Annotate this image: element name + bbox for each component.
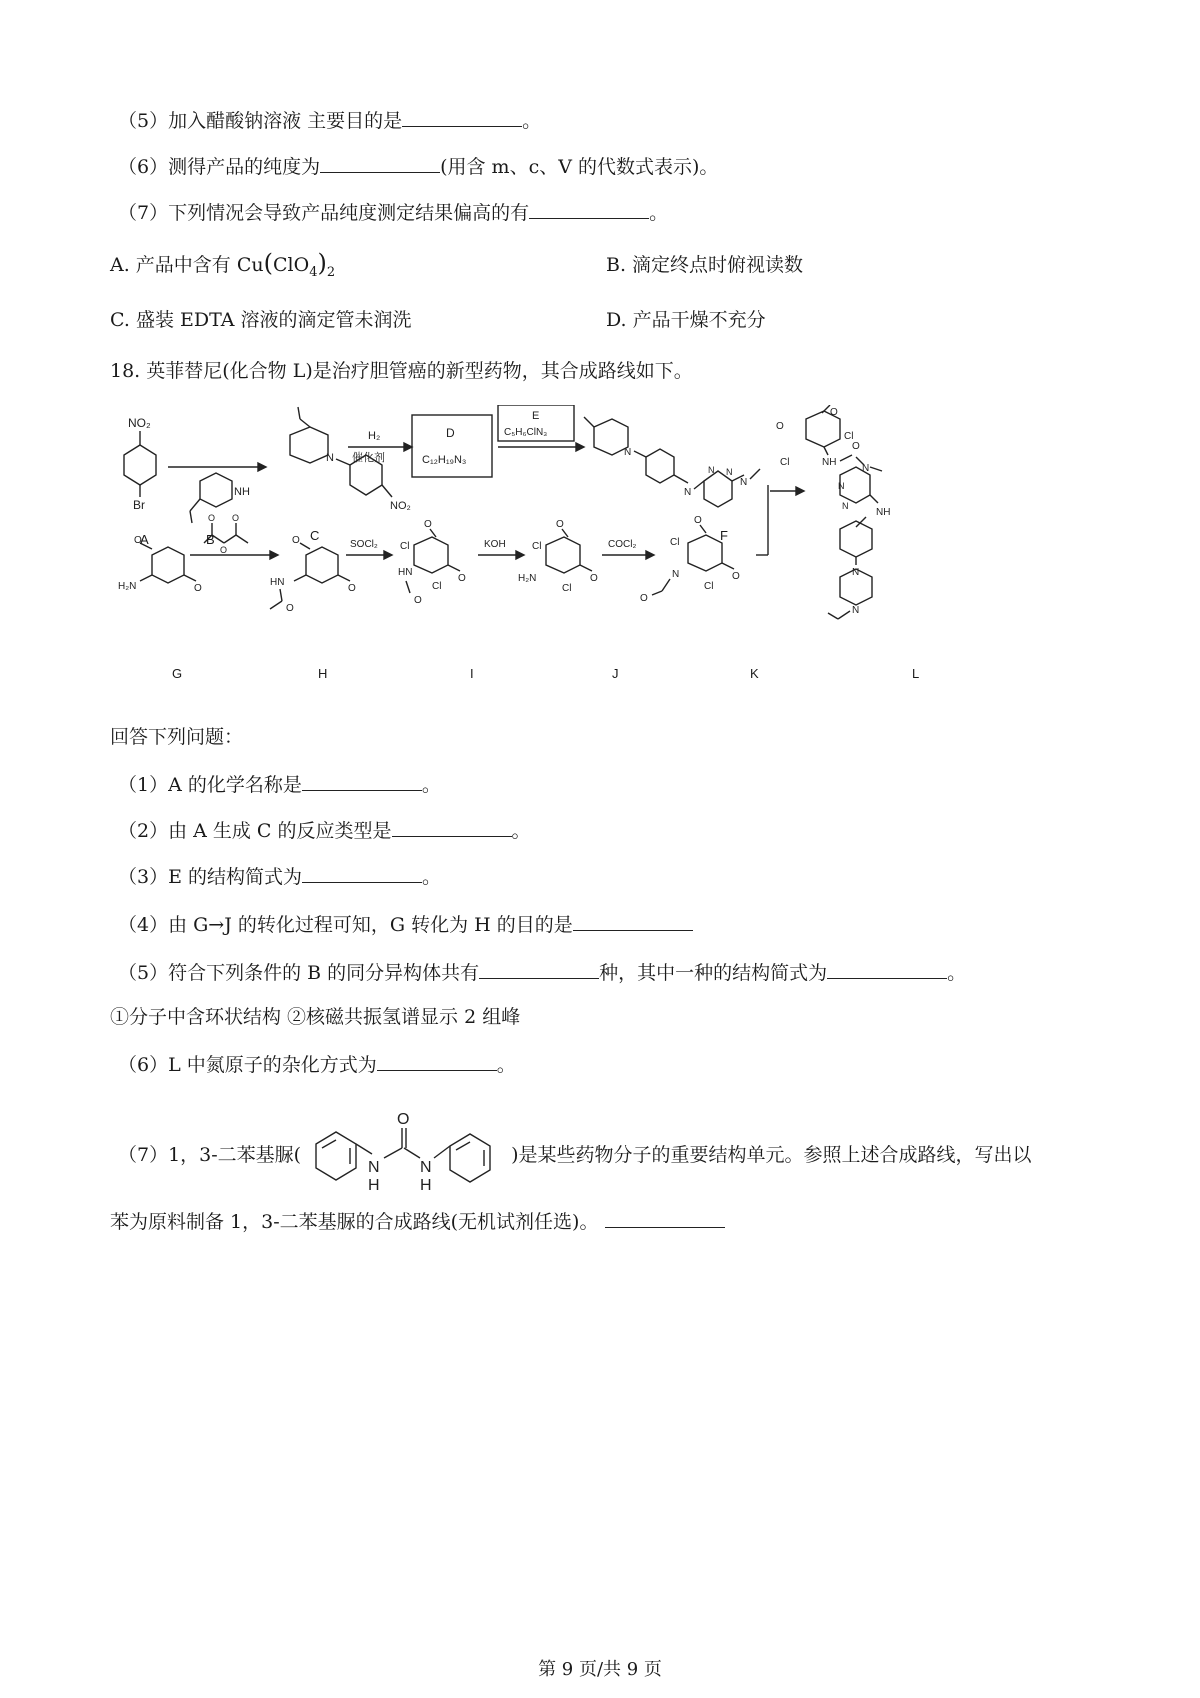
svg-text:NH: NH (822, 457, 837, 468)
question-17-7: （7）下列情况会导致产品纯度测定结果偏高的有 。 (118, 198, 668, 226)
svg-text:O: O (694, 515, 702, 526)
svg-text:Cl: Cl (670, 537, 680, 548)
svg-text:O: O (232, 513, 240, 523)
svg-text:H₂N: H₂N (518, 573, 537, 584)
svg-text:催化剂: 催化剂 (352, 452, 385, 464)
svg-text:O: O (208, 513, 216, 523)
svg-text:NO₂: NO₂ (390, 500, 411, 512)
svg-text:N: N (672, 569, 680, 580)
svg-text:NO₂: NO₂ (128, 416, 151, 430)
label-h: H (318, 666, 328, 681)
compound-a-structure (124, 416, 156, 512)
question-18-3: （3）E 的结构简式为 。 (118, 862, 441, 890)
svg-text:N: N (326, 452, 334, 464)
svg-text:Cl: Cl (844, 431, 854, 442)
label-k: K (750, 666, 759, 681)
label-c: C (310, 528, 320, 543)
compound-i-structure (398, 519, 466, 606)
question-18-2: （2）由 A 生成 C 的反应类型是 。 (118, 816, 531, 844)
svg-text:Br: Br (133, 498, 145, 512)
answer-blank[interactable] (605, 1207, 725, 1228)
answer-blank[interactable] (529, 198, 649, 219)
compound-l-structure (776, 405, 890, 619)
svg-text:O: O (414, 595, 422, 606)
svg-text:N: N (624, 447, 632, 458)
answer-intro: 回答下列问题： (110, 726, 244, 748)
answer-blank[interactable] (320, 152, 440, 173)
svg-text:N: N (852, 567, 860, 578)
svg-text:C₅H₆ClN₃: C₅H₆ClN₃ (504, 427, 548, 438)
svg-text:N: N (862, 463, 870, 474)
svg-text:O: O (286, 603, 294, 614)
svg-text:Cl: Cl (432, 581, 442, 592)
svg-text:H₂N: H₂N (118, 581, 137, 592)
svg-text:O: O (776, 421, 784, 432)
question-17-5: （5）加入醋酸钠溶液 主要目的是 。 (118, 106, 541, 134)
answer-blank[interactable] (302, 770, 422, 791)
question-18-1: （1）A 的化学名称是 。 (118, 770, 441, 798)
svg-text:N: N (368, 1159, 380, 1176)
label-j: J (612, 666, 619, 681)
svg-text:N: N (852, 605, 860, 616)
svg-text:Cl: Cl (704, 581, 714, 592)
svg-text:O: O (292, 535, 300, 546)
svg-text:O: O (220, 545, 228, 555)
svg-text:N: N (842, 501, 849, 511)
svg-text:NH: NH (234, 486, 250, 498)
option-c: C. 盛装 EDTA 溶液的滴定管未润洗 (110, 309, 412, 331)
svg-text:COCl₂: COCl₂ (608, 539, 637, 550)
svg-text:Cl: Cl (780, 457, 790, 468)
svg-text:O: O (397, 1111, 410, 1128)
compound-h-structure (270, 535, 356, 614)
question-18-5: （5）符合下列条件的 B 的同分异构体共有 种，其中一种的结构简式为 。 (118, 958, 966, 986)
svg-text:C₁₂H₁₉N₃: C₁₂H₁₉N₃ (422, 454, 467, 466)
svg-text:HN: HN (270, 577, 285, 588)
option-a: A. 产品中含有 $Cu(ClO_4)_2$ (110, 249, 336, 280)
diphenylurea-structure (306, 1106, 526, 1196)
option-b: B. 滴定终点时俯视读数 (606, 254, 804, 276)
answer-blank[interactable] (402, 106, 522, 127)
svg-text:H₂: H₂ (368, 430, 381, 442)
svg-text:HN: HN (398, 567, 413, 578)
svg-text:O: O (590, 573, 598, 584)
svg-text:N: N (726, 467, 733, 477)
question-18-4: （4）由 G→J 的转化过程可知，G 转化为 H 的目的是 (118, 910, 693, 938)
answer-blank[interactable] (573, 910, 693, 931)
svg-text:N: N (740, 477, 748, 488)
compound-j-structure (518, 519, 598, 594)
svg-text:NH: NH (876, 507, 891, 518)
svg-text:O: O (556, 519, 564, 530)
svg-text:H: H (368, 1177, 380, 1194)
answer-blank[interactable] (827, 958, 947, 979)
question-17-6: （6）测得产品的纯度为 (用含 m、c、V 的代数式表示)。 (118, 152, 718, 180)
svg-text:N: N (420, 1159, 432, 1176)
svg-text:N: N (838, 481, 845, 491)
answer-blank[interactable] (377, 1050, 497, 1071)
svg-text:H: H (420, 1177, 432, 1194)
page-footer: 第 9 页/共 9 页 (538, 1659, 662, 1680)
svg-text:SOCl₂: SOCl₂ (350, 539, 378, 550)
question-18-stem: 18. 英菲替尼(化合物 L)是治疗胆管癌的新型药物，其合成路线如下。 (110, 360, 693, 382)
svg-text:KOH: KOH (484, 539, 506, 550)
svg-text:Cl: Cl (400, 541, 410, 552)
compound-g-structure (118, 535, 202, 594)
conditions: ①分子中含环状结构 ②核磁共振氢谱显示 2 组峰 (110, 1006, 521, 1028)
svg-text:Cl: Cl (532, 541, 542, 552)
synthesis-scheme (100, 405, 980, 695)
svg-text:O: O (640, 593, 648, 604)
svg-text:O: O (458, 573, 466, 584)
answer-blank[interactable] (302, 862, 422, 883)
svg-text:O: O (348, 583, 356, 594)
option-d: D. 产品干燥不充分 (606, 309, 766, 331)
svg-text:O: O (424, 519, 432, 530)
compound-d-box (412, 415, 492, 477)
question-18-7: （7）1，3-二苯基脲( )是某些药物分子的重要结构单元。参照上述合成路线，写出以 (118, 1144, 1032, 1166)
compound-f-structure (584, 417, 760, 507)
label-g: G (172, 666, 183, 681)
label-i: I (470, 666, 474, 681)
answer-blank[interactable] (479, 958, 599, 979)
svg-text:O: O (134, 535, 142, 546)
label-a: A (140, 532, 149, 547)
svg-text:E: E (532, 410, 540, 422)
svg-text:Cl: Cl (562, 583, 572, 594)
svg-text:O: O (732, 571, 740, 582)
label-l: L (912, 666, 920, 681)
question-18-7-cont: 苯为原料制备 1，3-二苯基脲的合成路线(无机试剂任选)。 (110, 1207, 725, 1235)
compound-b-structure (190, 473, 250, 523)
svg-text:O: O (852, 441, 860, 452)
svg-text:O: O (194, 583, 202, 594)
svg-text:N: N (684, 487, 692, 498)
svg-text:N: N (708, 465, 715, 475)
svg-text:D: D (446, 426, 455, 440)
question-18-6: （6）L 中氮原子的杂化方式为 。 (118, 1050, 516, 1078)
compound-c-structure (290, 407, 411, 512)
answer-blank[interactable] (392, 816, 512, 837)
svg-text:O: O (830, 407, 838, 418)
label-f: F (720, 528, 728, 543)
label-b: B (206, 532, 215, 547)
